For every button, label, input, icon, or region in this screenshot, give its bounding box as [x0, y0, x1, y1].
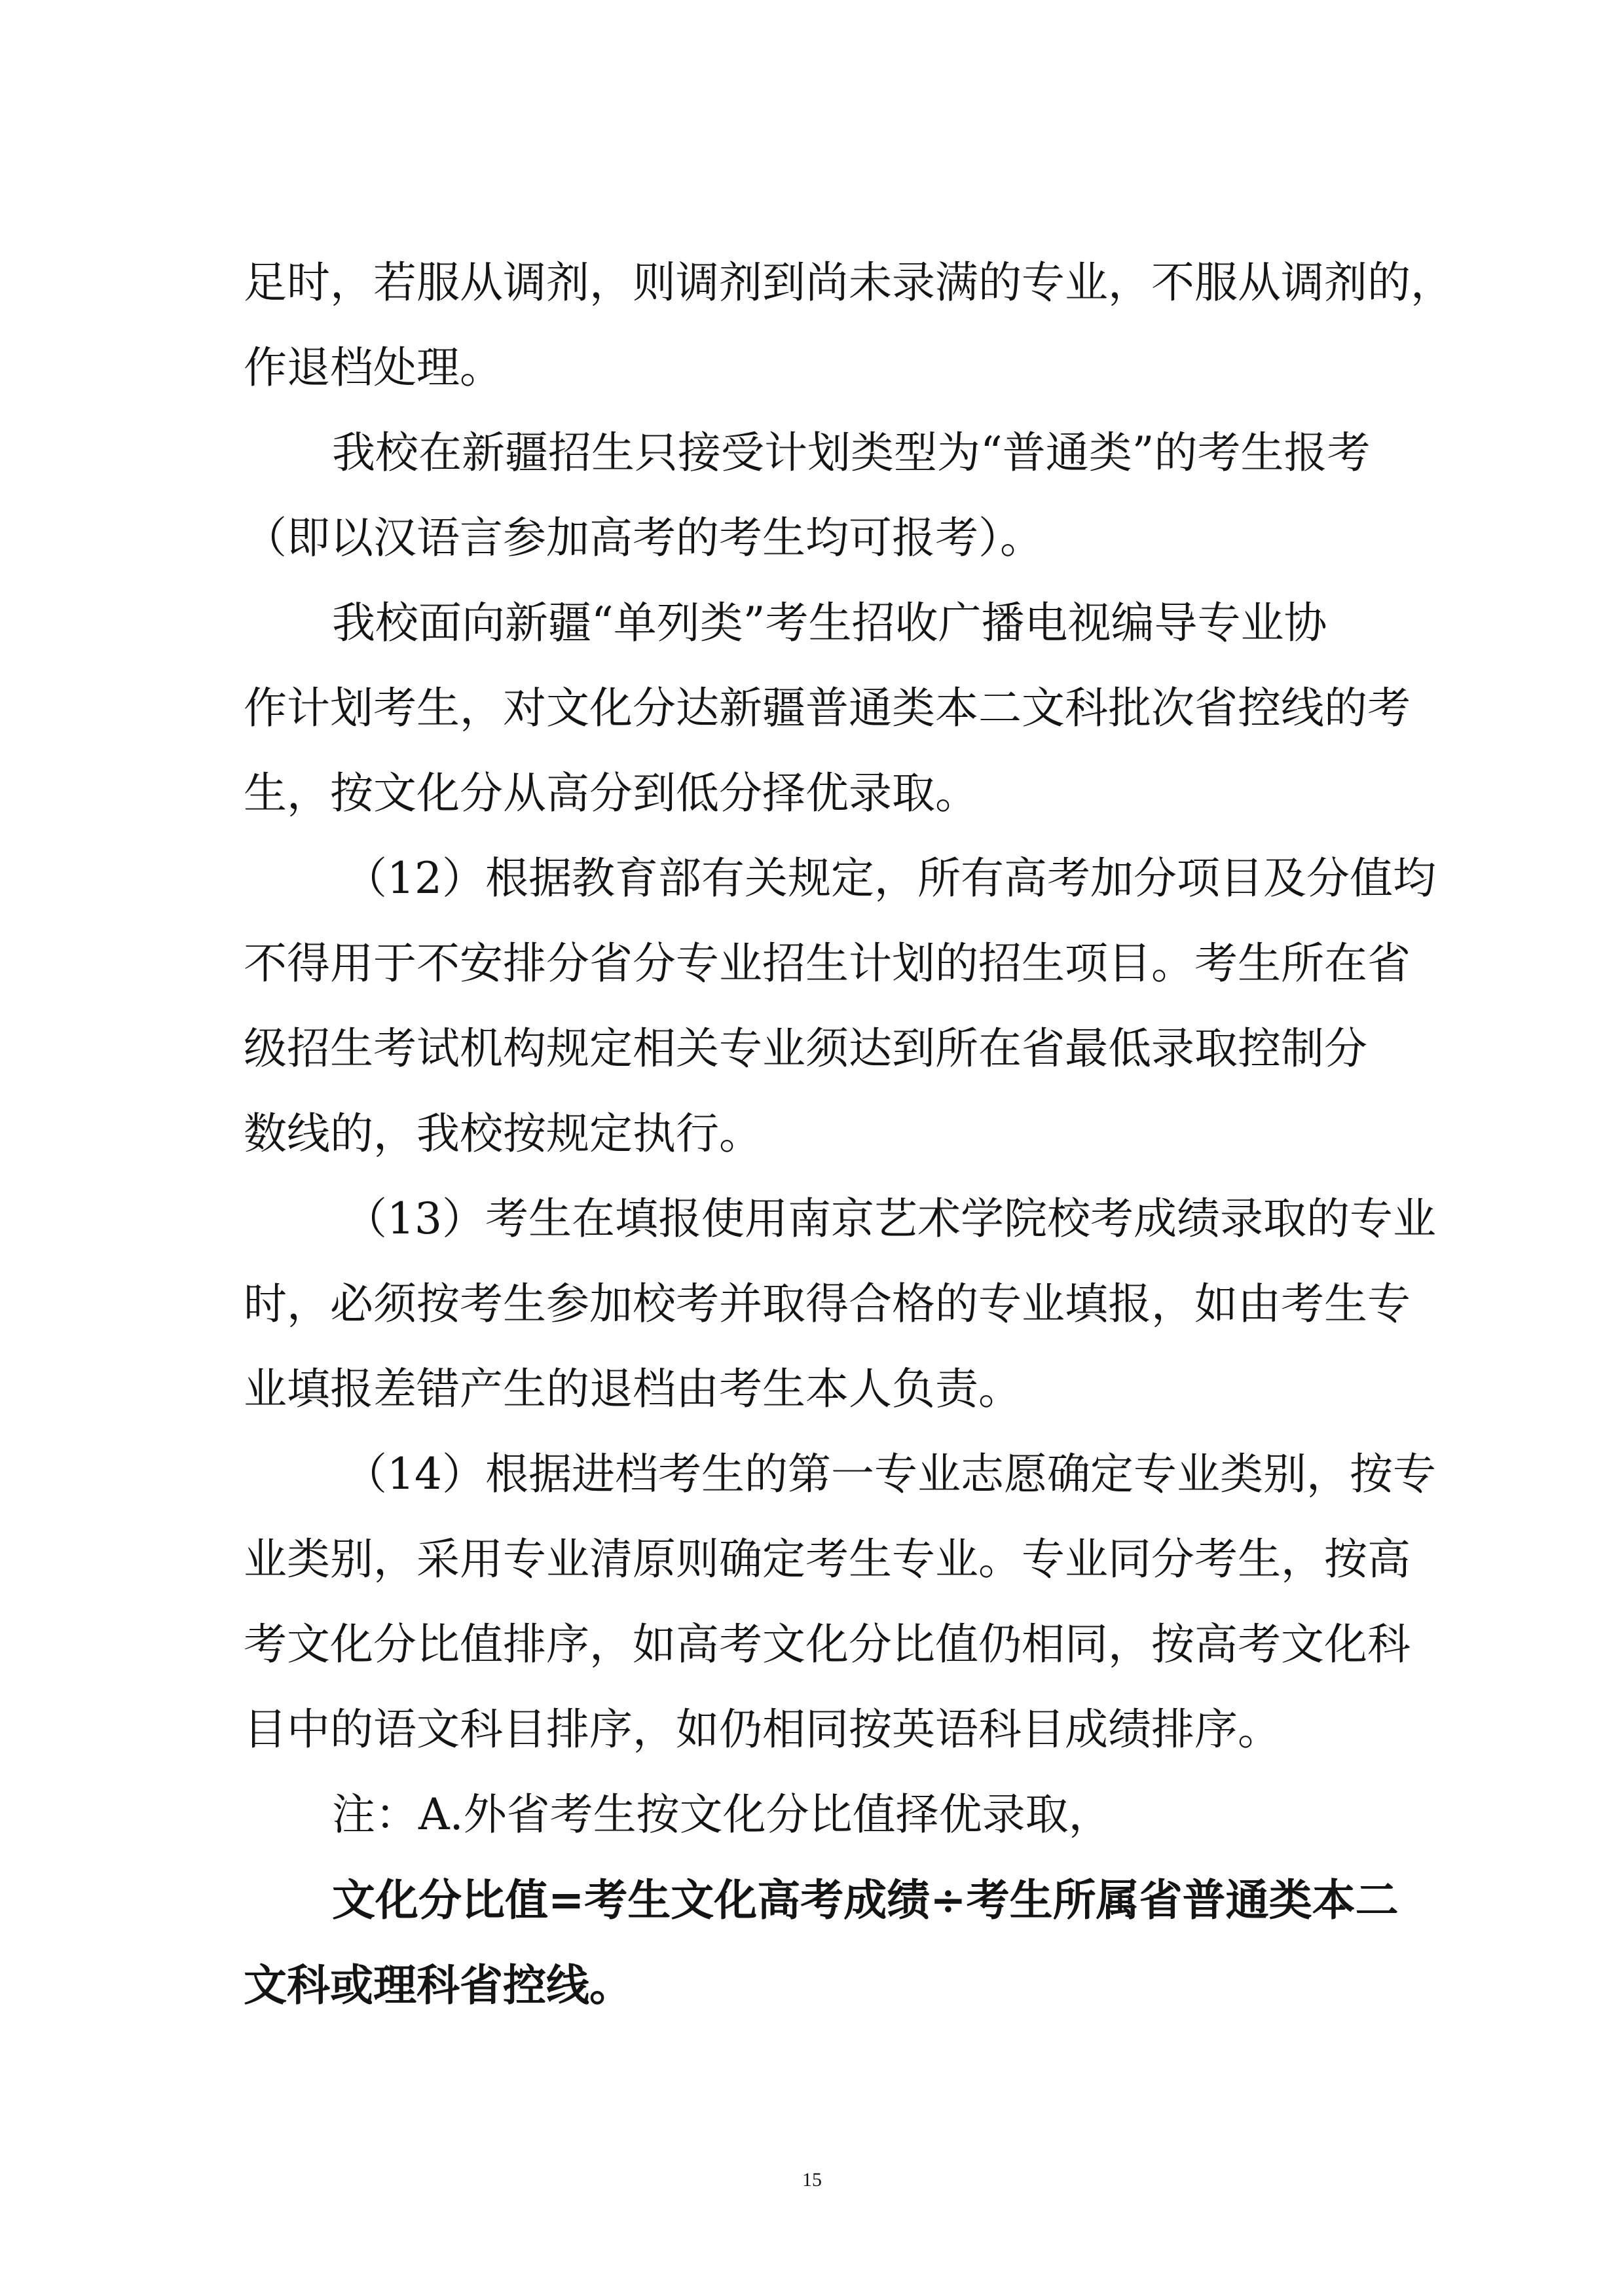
text-line: （13）考生在填报使用南京艺术学院校考成绩录取的专业: [344, 1194, 1436, 1244]
text-line: 业类别，采用专业清原则确定考生专业。专业同分考生，按高: [244, 1534, 1411, 1584]
text-line: 足时，若服从调剂，则调剂到尚未录满的专业，不服从调剂的，: [244, 257, 1454, 308]
text-line: 作退档处理。: [244, 342, 503, 393]
text-line: 目中的语文科目排序，如仍相同按英语科目成绩排序。: [244, 1704, 1281, 1755]
text-line: 时，必须按考生参加校考并取得合格的专业填报，如由考生专: [244, 1279, 1411, 1329]
formula-line: 文科或理科省控线。: [244, 1959, 633, 2011]
text-line: 级招生考试机构规定相关专业须达到所在省最低录取控制分: [244, 1023, 1367, 1074]
text-line: 生，按文化分从高分到低分择优录取。: [244, 768, 978, 818]
text-line: 不得用于不安排分省分专业招生计划的招生项目。考生所在省: [244, 938, 1411, 989]
text-line: 业填报差错产生的退档由考生本人负责。: [244, 1364, 1022, 1414]
text-line: 注：A.外省考生按文化分比值择优录取，: [332, 1789, 1112, 1840]
text-line: 我校面向新疆“单列类”考生招收广播电视编导专业协: [332, 598, 1327, 648]
page-number: 15: [802, 2169, 822, 2191]
text-line: （即以汉语言参加高考的考生均可报考）。: [244, 513, 1043, 563]
text-line: 我校在新疆招生只接受计划类型为“普通类”的考生报考: [332, 428, 1371, 478]
text-line: 作计划考生，对文化分达新疆普通类本二文科批次省控线的考: [244, 683, 1411, 733]
text-line: 考文化分比值排序，如高考文化分比值仍相同，按高考文化科: [244, 1619, 1411, 1669]
text-line: 数线的，我校按规定执行。: [244, 1108, 762, 1159]
text-line: （14）根据进档考生的第一专业志愿确定专业类别，按专: [344, 1449, 1436, 1499]
formula-line: 文化分比值=考生文化高考成绩÷考生所属省普通类本二: [332, 1874, 1399, 1925]
text-line: （12）根据教育部有关规定，所有高考加分项目及分值均: [344, 853, 1436, 903]
